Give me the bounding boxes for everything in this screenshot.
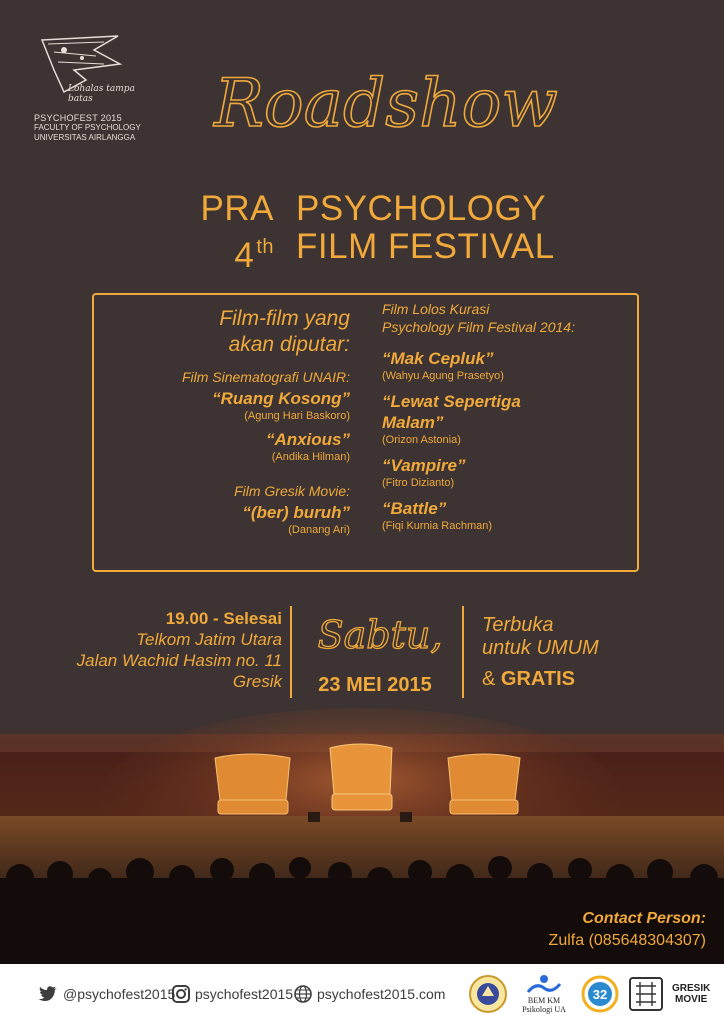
gresik-movie-logo <box>672 983 710 1005</box>
film-list-left <box>100 306 350 537</box>
open-line1: Terbuka <box>482 614 554 636</box>
logo-line2: FACULTY OF PSYCHOLOGY <box>34 123 141 132</box>
film-list-right <box>382 300 632 533</box>
day-script <box>317 604 443 664</box>
venue-line1: Telkom Jatim Utara <box>136 630 282 649</box>
film-director: (Andika Hilman) <box>271 451 350 463</box>
event-venue-block <box>40 608 282 692</box>
logo-line1: PSYCHOFEST 2015 <box>34 113 122 123</box>
intro-line2: akan diputar: <box>228 333 350 356</box>
divider-left <box>290 606 292 698</box>
roadshow-title <box>214 52 558 150</box>
subtitle-ordinal-suffix: th <box>256 236 274 258</box>
roadshow-title-text: Roadshow <box>214 65 558 142</box>
sponsor-logos <box>468 972 710 1016</box>
instagram-link[interactable] <box>172 964 293 1024</box>
subtitle-pra: PRA <box>200 189 274 228</box>
instagram-icon <box>172 985 190 1003</box>
logo-script-text: Lohalas tampa batas <box>68 84 135 104</box>
film-director: (Fiqi Kurnia Rachman) <box>382 520 493 532</box>
film-director: (Danang Ari) <box>288 524 350 536</box>
free-text: GRATIS <box>500 668 575 690</box>
twitter-bird-icon <box>38 986 58 1002</box>
university-seal-icon <box>468 974 508 1014</box>
anniversary-number: 32 <box>592 987 608 1002</box>
category-curated-line1: Film Lolos Kurasi <box>382 301 490 317</box>
subtitle-line2: FILM FESTIVAL <box>296 227 555 266</box>
logo-line3: UNIVERSITAS AIRLANGGA <box>34 133 136 142</box>
film-title: “Battle” <box>382 499 447 518</box>
chair-center <box>330 744 392 810</box>
gresik-line2: MOVIE <box>675 994 708 1005</box>
intro-line1: Film-film yang <box>219 307 350 330</box>
open-public-block <box>482 614 599 691</box>
crest-icon <box>628 974 664 1014</box>
film-title: “Lewat Sepertiga <box>382 392 521 411</box>
event-date: 23 MEI 2015 <box>318 674 432 696</box>
category-curated-line2: Psychology Film Festival 2014: <box>382 319 575 335</box>
bem-logo <box>516 974 572 1014</box>
venue-line3: Gresik <box>232 672 282 691</box>
twitter-handle: @psychofest2015 <box>63 986 176 1002</box>
film-director: (Wahyu Agung Prasetyo) <box>382 370 504 382</box>
venue-line2: Jalan Wachid Hasim no. 11 <box>76 651 282 670</box>
gresik-line1: GRESIK <box>672 983 711 994</box>
instagram-handle: psychofest2015 <box>195 986 294 1002</box>
bem-line1: BEM KM <box>527 996 561 1005</box>
film-director: (Agung Hari Baskoro) <box>244 410 350 422</box>
free-line <box>482 668 599 691</box>
film-title-line2: Malam” <box>382 413 444 432</box>
website-url: psychofest2015.com <box>317 986 446 1002</box>
film-title: “Mak Cepluk” <box>382 349 494 368</box>
film-title: “Anxious” <box>265 430 350 449</box>
bem-wave-icon <box>526 974 562 996</box>
chair-left <box>215 754 290 814</box>
category-unair: Film Sinematografi UNAIR: <box>181 369 350 385</box>
film-director: (Orizon Astonia) <box>382 434 461 446</box>
divider-right <box>462 606 464 698</box>
twitter-link[interactable] <box>38 964 175 1024</box>
category-gresik-movie: Film Gresik Movie: <box>234 483 350 499</box>
website-link[interactable] <box>294 964 445 1024</box>
contact-value: Zulfa (085648304307) <box>548 932 706 949</box>
anniversary-badge-icon <box>580 974 620 1014</box>
amp-text: & <box>482 668 501 690</box>
film-title: “Vampire” <box>382 456 466 475</box>
event-time: 19.00 - Selesai <box>165 609 282 628</box>
subtitle-line1: PSYCHOLOGY <box>296 189 547 228</box>
bem-line2: Psikologi UA <box>522 1005 566 1014</box>
subtitle-ordinal: 4 <box>234 236 255 275</box>
footer-bar <box>0 964 724 1024</box>
psychofest-logo <box>34 30 154 143</box>
globe-icon <box>294 985 312 1003</box>
subtitle-left <box>190 190 274 275</box>
contact-block <box>549 908 706 952</box>
day-script-text: Sabtu, <box>317 613 443 657</box>
open-line2: untuk UMUM <box>482 637 599 659</box>
subtitle-right <box>296 190 555 266</box>
film-director: (Fitro Dizianto) <box>382 477 455 489</box>
film-title: “Ruang Kosong” <box>212 389 350 408</box>
chair-right <box>448 754 520 814</box>
film-title: “(ber) buruh” <box>242 503 350 522</box>
contact-label: Contact Person: <box>582 910 706 927</box>
